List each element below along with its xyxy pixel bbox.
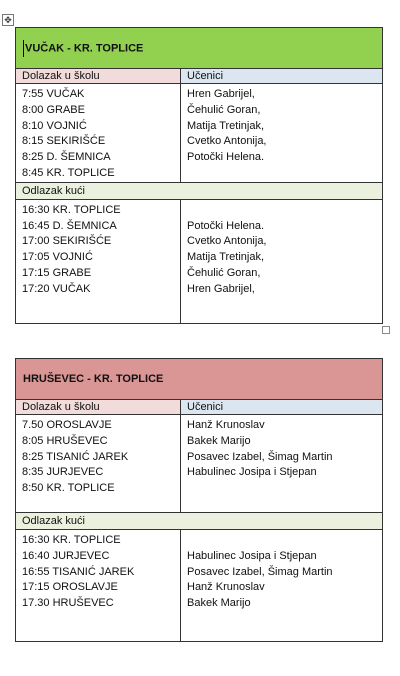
arrival-header: Dolazak u školu bbox=[16, 400, 181, 415]
route-title: VUČAK - KR. TOPLICE bbox=[25, 41, 144, 54]
student-name: Posavec Izabel, Šimag Martin bbox=[187, 450, 333, 463]
student-name: Hanž Krunoslav bbox=[187, 581, 265, 594]
departure-time: 16:30 KR. TOPLICE bbox=[22, 203, 121, 216]
table-move-handle[interactable]: ✥ bbox=[2, 14, 14, 26]
arrival-time: 8:25 D. ŠEMNICA bbox=[22, 151, 111, 164]
student-name: Cvetko Antonija, bbox=[187, 235, 267, 248]
arrival-header: Dolazak u školu bbox=[16, 69, 181, 84]
departure-time: 16:45 D. ŠEMNICA bbox=[22, 219, 117, 232]
departure-header: Odlazak kući bbox=[16, 513, 383, 530]
student-name: Hren Gabrijel, bbox=[187, 88, 255, 100]
student-name bbox=[187, 203, 376, 219]
student-name: Potočki Helena. bbox=[187, 151, 265, 164]
departure-time: 16:55 TISANIĆ JAREK bbox=[22, 565, 135, 578]
student-name: Potočki Helena. bbox=[187, 219, 265, 232]
departure-time: 17:20 VUČAK bbox=[22, 282, 91, 295]
student-name: Čehulić Goran, bbox=[187, 266, 261, 279]
departure-time: 16:40 JURJEVEC bbox=[22, 549, 110, 562]
student-name: Čehulić Goran, bbox=[187, 103, 261, 116]
departure-students-cell[interactable] bbox=[181, 530, 383, 642]
arrival-time: 8:05 HRUŠEVEC bbox=[22, 434, 108, 447]
arrival-times-cell[interactable] bbox=[16, 415, 181, 513]
arrival-time: 8:25 TISANIĆ JAREK bbox=[22, 450, 129, 463]
arrival-students-cell[interactable] bbox=[181, 84, 383, 183]
text-cursor bbox=[23, 40, 24, 57]
student-name: Hanž Krunoslav bbox=[187, 419, 265, 431]
student-name: Posavec Izabel, Šimag Martin bbox=[187, 565, 333, 578]
departure-time: 17.30 HRUŠEVEC bbox=[22, 597, 114, 610]
arrival-time: 8:45 KR. TOPLICE bbox=[22, 166, 115, 179]
departure-time: 17:05 VOJNIĆ bbox=[22, 251, 93, 264]
departure-time: 17:15 GRABE bbox=[22, 266, 92, 279]
arrival-time: 8:00 GRABE bbox=[22, 103, 85, 116]
route-table-vucak bbox=[15, 27, 383, 324]
arrival-time: 8:10 VOJNIĆ bbox=[22, 119, 87, 132]
arrival-time: 8:50 KR. TOPLICE bbox=[22, 482, 115, 495]
departure-times-cell[interactable] bbox=[16, 530, 181, 642]
student-name: Habulinec Josipa i Stjepan bbox=[187, 549, 317, 562]
departure-time: 17:15 OROSLAVJE bbox=[22, 581, 118, 594]
student-name bbox=[187, 481, 376, 497]
arrival-time: 8:35 JURJEVEC bbox=[22, 466, 104, 479]
student-name: Habulinec Josipa i Stjepan bbox=[187, 466, 317, 479]
student-name bbox=[187, 533, 376, 549]
arrival-time: 8:15 SEKIRIŠĆE bbox=[22, 135, 106, 148]
route-table-hrusevec bbox=[15, 358, 383, 642]
students-header: Učenici bbox=[181, 400, 383, 415]
student-name bbox=[187, 166, 376, 182]
departure-time: 16:30 KR. TOPLICE bbox=[22, 534, 121, 546]
student-name: Cvetko Antonija, bbox=[187, 135, 267, 148]
departure-students-cell[interactable] bbox=[181, 199, 383, 323]
departure-header: Odlazak kući bbox=[16, 182, 383, 199]
departure-time: 17:00 SEKIRIŠĆE bbox=[22, 235, 112, 248]
students-header: Učenici bbox=[181, 69, 383, 84]
arrival-time: 7.50 OROSLAVJE bbox=[22, 419, 112, 431]
arrival-times-cell[interactable] bbox=[16, 84, 181, 183]
student-name: Bakek Marijo bbox=[187, 434, 251, 447]
route-title: HRUŠEVEC - KR. TOPLICE bbox=[23, 373, 164, 385]
arrival-students-cell[interactable] bbox=[181, 415, 383, 513]
route-title-cell[interactable] bbox=[16, 359, 383, 400]
table-resize-handle[interactable] bbox=[382, 326, 390, 334]
student-name: Matija Tretinjak, bbox=[187, 251, 265, 264]
student-name: Bakek Marijo bbox=[187, 597, 251, 610]
student-name: Matija Tretinjak, bbox=[187, 119, 265, 132]
student-name: Hren Gabrijel, bbox=[187, 282, 255, 295]
arrival-time: 7:55 VUČAK bbox=[22, 88, 85, 100]
departure-times-cell[interactable] bbox=[16, 199, 181, 323]
route-title-cell[interactable] bbox=[16, 28, 383, 69]
